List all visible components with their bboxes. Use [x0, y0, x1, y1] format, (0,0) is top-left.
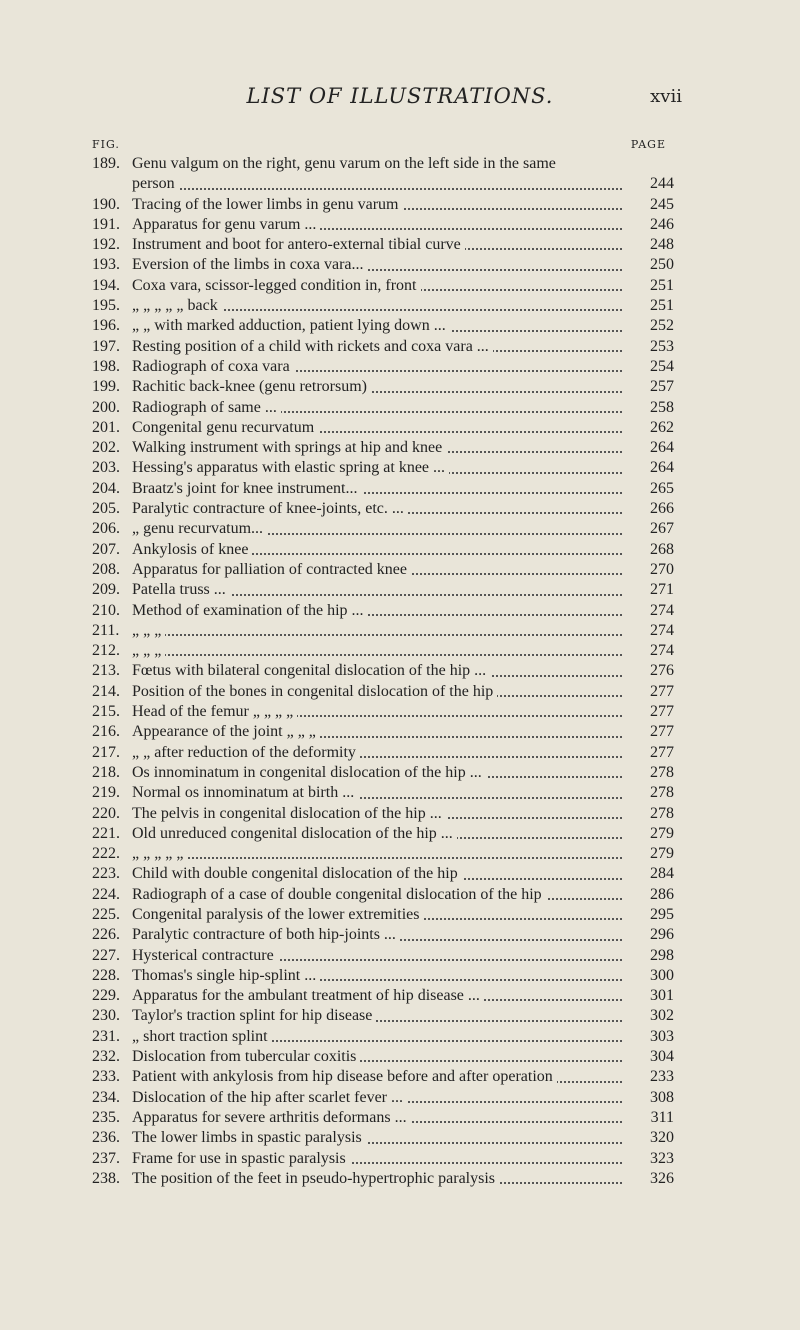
page-reference: 271 — [624, 580, 674, 600]
figure-number: 217. — [92, 743, 120, 761]
entry-title-line — [132, 722, 674, 742]
figure-number: 232. — [92, 1048, 120, 1066]
list-item — [92, 499, 674, 519]
figure-caption: Hysterical contracture — [132, 947, 278, 964]
page-reference: 262 — [624, 418, 674, 438]
figure-caption: Child with double congenital dislocation of the hip — [132, 865, 462, 882]
page-reference: 252 — [624, 316, 674, 336]
entry-title-line — [132, 601, 674, 621]
page-reference: 295 — [624, 905, 674, 925]
list-item — [92, 824, 674, 844]
list-item — [92, 702, 674, 722]
list-item — [92, 276, 674, 296]
figure-caption: Paralytic contracture of both hip-joints ... — [132, 926, 400, 943]
figure-caption: Thomas's single hip-splint ... — [132, 967, 320, 984]
list-item — [92, 864, 674, 884]
entry-title-line — [132, 641, 674, 661]
figure-caption: Tracing of the lower limbs in genu varum — [132, 196, 402, 213]
list-item — [92, 1149, 674, 1169]
entry-title-line — [132, 1108, 674, 1128]
figure-number: 236. — [92, 1129, 120, 1147]
figure-caption: Resting position of a child with rickets and coxa vara ... — [132, 338, 493, 355]
figure-number: 195. — [92, 297, 120, 315]
figure-caption: Radiograph of a case of double congenital dislocation of the hip — [132, 886, 546, 903]
figure-caption-continued: person — [132, 175, 179, 192]
page-reference: 284 — [624, 864, 674, 884]
list-item — [92, 641, 674, 661]
figure-caption: Os innominatum in congenital dislocation of the hip ... — [132, 764, 486, 781]
figure-caption: The pelvis in congenital dislocation of the hip ... — [132, 805, 446, 822]
entry-title-line — [132, 195, 674, 215]
list-item — [92, 337, 674, 357]
list-item — [92, 438, 674, 458]
figure-caption: Method of examination of the hip ... — [132, 602, 368, 619]
list-item — [92, 905, 674, 925]
figure-caption: Apparatus for severe arthritis deformans ... — [132, 1109, 411, 1126]
figure-number: 206. — [92, 520, 120, 538]
figure-number: 226. — [92, 926, 120, 944]
list-item — [92, 398, 674, 418]
list-item — [92, 661, 674, 681]
figure-number: 235. — [92, 1108, 120, 1126]
figure-number: 205. — [92, 500, 120, 518]
figure-number: 227. — [92, 946, 120, 964]
entry-title-line — [132, 276, 674, 296]
list-item — [92, 540, 674, 560]
entry-title-line — [132, 783, 674, 803]
running-head — [0, 84, 800, 118]
list-item — [92, 844, 674, 864]
list-item — [92, 885, 674, 905]
page-reference: 278 — [624, 783, 674, 803]
figure-number: 223. — [92, 865, 120, 883]
entry-title-line — [132, 1128, 674, 1148]
figure-caption: Apparatus for genu varum ... — [132, 216, 320, 233]
list-item — [92, 621, 674, 641]
page-reference: 277 — [624, 743, 674, 763]
page-reference: 323 — [624, 1149, 674, 1169]
entry-title-line — [132, 580, 674, 600]
figure-caption: Patella truss ... — [132, 581, 230, 598]
figure-number: 203. — [92, 459, 120, 477]
page-reference: 279 — [624, 844, 674, 864]
leader-dots — [132, 188, 622, 190]
entry-title-line — [132, 1088, 674, 1108]
entry-title-line — [132, 743, 674, 763]
list-item — [92, 1067, 674, 1087]
list-item — [92, 763, 674, 783]
figure-caption: Radiograph of same ... — [132, 399, 281, 416]
list-item — [92, 1169, 674, 1189]
list-item — [92, 1088, 674, 1108]
entry-title-line — [132, 1169, 674, 1189]
list-item — [92, 215, 674, 235]
page-reference: 248 — [624, 235, 674, 255]
figure-number: 192. — [92, 236, 120, 254]
figure-caption: Paralytic contracture of knee-joints, etc. ... — [132, 500, 408, 517]
figure-caption: Genu valgum on the right, genu varum on the left side in the same — [132, 155, 560, 172]
figure-number: 201. — [92, 418, 120, 436]
list-item — [92, 418, 674, 438]
figure-number: 221. — [92, 824, 120, 842]
entry-title-line — [132, 1006, 674, 1026]
fig-column-heading: FIG. — [92, 138, 120, 151]
list-item — [92, 925, 674, 945]
page-reference: 266 — [624, 499, 674, 519]
entry-title-line — [132, 946, 674, 966]
figure-caption: „ „ „ „ „ back — [132, 297, 222, 314]
page-reference: 270 — [624, 560, 674, 580]
figure-caption: Walking instrument with springs at hip and knee — [132, 439, 446, 456]
page-reference: 233 — [624, 1067, 674, 1087]
page-reference: 277 — [624, 702, 674, 722]
page-reference: 264 — [624, 458, 674, 478]
page-reference: 254 — [624, 357, 674, 377]
entry-title-line — [132, 418, 674, 438]
figure-caption: Braatz's joint for knee instrument... — [132, 480, 362, 497]
entry-title-line — [132, 702, 674, 722]
page-reference: 276 — [624, 661, 674, 681]
entry-title-line — [132, 438, 674, 458]
figure-number: 218. — [92, 763, 120, 781]
entry-title-line — [132, 499, 674, 519]
entry-title-line — [132, 540, 674, 560]
list-item — [92, 519, 674, 539]
list-item — [92, 804, 674, 824]
figure-caption: Frame for use in spastic paralysis — [132, 1150, 350, 1167]
figure-number: 208. — [92, 560, 120, 578]
list-item — [92, 783, 674, 803]
figure-caption: The position of the feet in pseudo-hypertrophic paralysis — [132, 1170, 499, 1187]
leader-dots — [132, 857, 622, 859]
figure-caption: „ „ „ „ „ — [132, 845, 188, 862]
page-reference: 251 — [624, 296, 674, 316]
figure-caption: Congenital paralysis of the lower extremities — [132, 906, 423, 923]
figure-number: 238. — [92, 1169, 120, 1187]
figure-number: 207. — [92, 540, 120, 558]
list-item — [92, 255, 674, 275]
entry-title-line — [132, 560, 674, 580]
list-item — [92, 946, 674, 966]
list-item — [92, 1047, 674, 1067]
list-item — [92, 1128, 674, 1148]
page-title: LIST OF ILLUSTRATIONS. — [246, 84, 554, 108]
entry-title-line — [132, 885, 674, 905]
list-item — [92, 1006, 674, 1026]
page-reference: 311 — [624, 1108, 674, 1128]
figure-number: 215. — [92, 703, 120, 721]
figure-number: 199. — [92, 378, 120, 396]
figure-number: 231. — [92, 1027, 120, 1045]
figure-caption: Radiograph of coxa vara — [132, 358, 294, 375]
figure-caption: „ short traction splint — [132, 1028, 272, 1045]
page-reference: 245 — [624, 195, 674, 215]
figure-caption: Patient with ankylosis from hip disease before and after operation — [132, 1068, 557, 1085]
entry-title-line — [132, 804, 674, 824]
page-reference: 308 — [624, 1088, 674, 1108]
list-item — [92, 377, 674, 397]
figure-number: 220. — [92, 804, 120, 822]
figure-number: 190. — [92, 195, 120, 213]
page-reference: 250 — [624, 255, 674, 275]
entry-title-line — [132, 154, 674, 195]
page-reference: 298 — [624, 946, 674, 966]
figure-number: 222. — [92, 845, 120, 863]
entry-title-line — [132, 905, 674, 925]
figure-number: 213. — [92, 662, 120, 680]
entry-title-line — [132, 824, 674, 844]
figure-number: 233. — [92, 1068, 120, 1086]
entry-title-line — [132, 479, 674, 499]
entry-title-line — [132, 1149, 674, 1169]
figure-number: 225. — [92, 905, 120, 923]
entry-title-line — [132, 255, 674, 275]
entry-title-line — [132, 763, 674, 783]
figure-caption: Old unreduced congenital dislocation of the hip ... — [132, 825, 457, 842]
figure-caption: Eversion of the limbs in coxa vara... — [132, 256, 368, 273]
figure-number: 197. — [92, 337, 120, 355]
entry-title-line — [132, 458, 674, 478]
figure-caption: Dislocation of the hip after scarlet fever ... — [132, 1089, 407, 1106]
page-column-heading: PAGE — [630, 138, 666, 151]
page-reference: 278 — [624, 763, 674, 783]
page-number: xvii — [650, 86, 682, 107]
figure-caption: Fœtus with bilateral congenital dislocation of the hip ... — [132, 662, 490, 679]
entry-title-line — [132, 621, 674, 641]
figure-caption: Congenital genu recurvatum — [132, 419, 318, 436]
figure-caption: Instrument and boot for antero-external tibial curve — [132, 236, 465, 253]
page-reference: 244 — [624, 174, 674, 194]
page-reference: 302 — [624, 1006, 674, 1026]
figure-number: 202. — [92, 439, 120, 457]
list-item — [92, 357, 674, 377]
entry-title-line — [132, 398, 674, 418]
figure-number: 194. — [92, 276, 120, 294]
entry-title-line — [132, 1067, 674, 1087]
figure-caption: Hessing's apparatus with elastic spring at knee ... — [132, 459, 449, 476]
entry-title-line — [132, 316, 674, 336]
figure-number: 198. — [92, 357, 120, 375]
figure-caption: Coxa vara, scissor-legged condition in, front — [132, 277, 421, 294]
figure-number: 200. — [92, 398, 120, 416]
list-item — [92, 316, 674, 336]
page-reference: 304 — [624, 1047, 674, 1067]
entry-title-line — [132, 235, 674, 255]
entry-title-line — [132, 661, 674, 681]
figure-caption: Dislocation from tubercular coxitis — [132, 1048, 360, 1065]
entry-title-line — [132, 864, 674, 884]
list-item — [92, 458, 674, 478]
figure-caption: Apparatus for the ambulant treatment of hip disease ... — [132, 987, 484, 1004]
page-reference: 277 — [624, 722, 674, 742]
page-reference: 253 — [624, 337, 674, 357]
illustration-list — [92, 154, 674, 1189]
figure-number: 216. — [92, 723, 120, 741]
figure-caption: Normal os innominatum at birth ... — [132, 784, 358, 801]
page-reference: 286 — [624, 885, 674, 905]
figure-number: 224. — [92, 885, 120, 903]
page-reference: 274 — [624, 621, 674, 641]
figure-caption: The lower limbs in spastic paralysis — [132, 1129, 366, 1146]
figure-number: 234. — [92, 1088, 120, 1106]
figure-number: 196. — [92, 317, 120, 335]
page-reference: 264 — [624, 438, 674, 458]
entry-title-line — [132, 296, 674, 316]
entry-title-line — [132, 1047, 674, 1067]
figure-caption: Ankylosis of knee — [132, 541, 252, 558]
figure-number: 237. — [92, 1149, 120, 1167]
list-item — [92, 235, 674, 255]
page-reference: 303 — [624, 1027, 674, 1047]
entry-title-line — [132, 1027, 674, 1047]
figure-number: 191. — [92, 215, 120, 233]
page-reference: 300 — [624, 966, 674, 986]
page-reference: 278 — [624, 804, 674, 824]
figure-caption: Rachitic back-knee (genu retrorsum) — [132, 378, 371, 395]
page-reference: 301 — [624, 986, 674, 1006]
figure-caption: „ „ with marked adduction, patient lying down ... — [132, 317, 450, 334]
page-reference: 251 — [624, 276, 674, 296]
page-reference: 267 — [624, 519, 674, 539]
entry-title-line — [132, 925, 674, 945]
figure-number: 212. — [92, 642, 120, 660]
page-reference: 277 — [624, 682, 674, 702]
figure-number: 209. — [92, 581, 120, 599]
list-item — [92, 722, 674, 742]
list-item — [92, 1108, 674, 1128]
figure-number: 219. — [92, 784, 120, 802]
figure-number: 229. — [92, 987, 120, 1005]
figure-caption: „ „ „ — [132, 622, 165, 639]
page-reference: 320 — [624, 1128, 674, 1148]
figure-caption: Head of the femur „ „ „ „ — [132, 703, 297, 720]
list-item — [92, 479, 674, 499]
entry-title-line — [132, 966, 674, 986]
page-reference: 274 — [624, 601, 674, 621]
figure-caption: Appearance of the joint „ „ „ — [132, 723, 320, 740]
list-item — [92, 966, 674, 986]
list-item — [92, 560, 674, 580]
page-reference: 268 — [624, 540, 674, 560]
page-reference: 326 — [624, 1169, 674, 1189]
figure-number: 204. — [92, 479, 120, 497]
list-item — [92, 580, 674, 600]
figure-number: 193. — [92, 256, 120, 274]
figure-caption: „ „ after reduction of the deformity — [132, 744, 360, 761]
page-reference: 265 — [624, 479, 674, 499]
list-item — [92, 743, 674, 763]
figure-number: 230. — [92, 1007, 120, 1025]
list-item — [92, 986, 674, 1006]
list-item — [92, 296, 674, 316]
entry-title-line — [132, 337, 674, 357]
figure-number: 228. — [92, 966, 120, 984]
list-item — [92, 1027, 674, 1047]
entry-title-line — [132, 519, 674, 539]
page-reference: 258 — [624, 398, 674, 418]
page-reference: 274 — [624, 641, 674, 661]
entry-title-line — [132, 377, 674, 397]
figure-number: 189. — [92, 155, 120, 172]
entry-title-line — [132, 844, 674, 864]
figure-caption: Position of the bones in congenital dislocation of the hip — [132, 683, 497, 700]
figure-number: 211. — [92, 621, 120, 639]
figure-caption: Taylor's traction splint for hip disease — [132, 1007, 376, 1024]
entry-title-line — [132, 215, 674, 235]
entry-title-line — [132, 986, 674, 1006]
list-item — [92, 682, 674, 702]
figure-caption: Apparatus for palliation of contracted knee — [132, 561, 411, 578]
entry-title-line — [132, 357, 674, 377]
page-reference: 279 — [624, 824, 674, 844]
list-item — [92, 601, 674, 621]
list-item — [92, 154, 674, 195]
figure-caption: „ genu recurvatum... — [132, 520, 267, 537]
page-reference: 257 — [624, 377, 674, 397]
page-reference: 246 — [624, 215, 674, 235]
leader-dots — [132, 634, 622, 636]
figure-number: 210. — [92, 601, 120, 619]
entry-title-line — [132, 682, 674, 702]
figure-caption: „ „ „ — [132, 642, 165, 659]
leader-dots — [132, 654, 622, 656]
list-item — [92, 195, 674, 215]
figure-number: 214. — [92, 682, 120, 700]
page-reference: 296 — [624, 925, 674, 945]
